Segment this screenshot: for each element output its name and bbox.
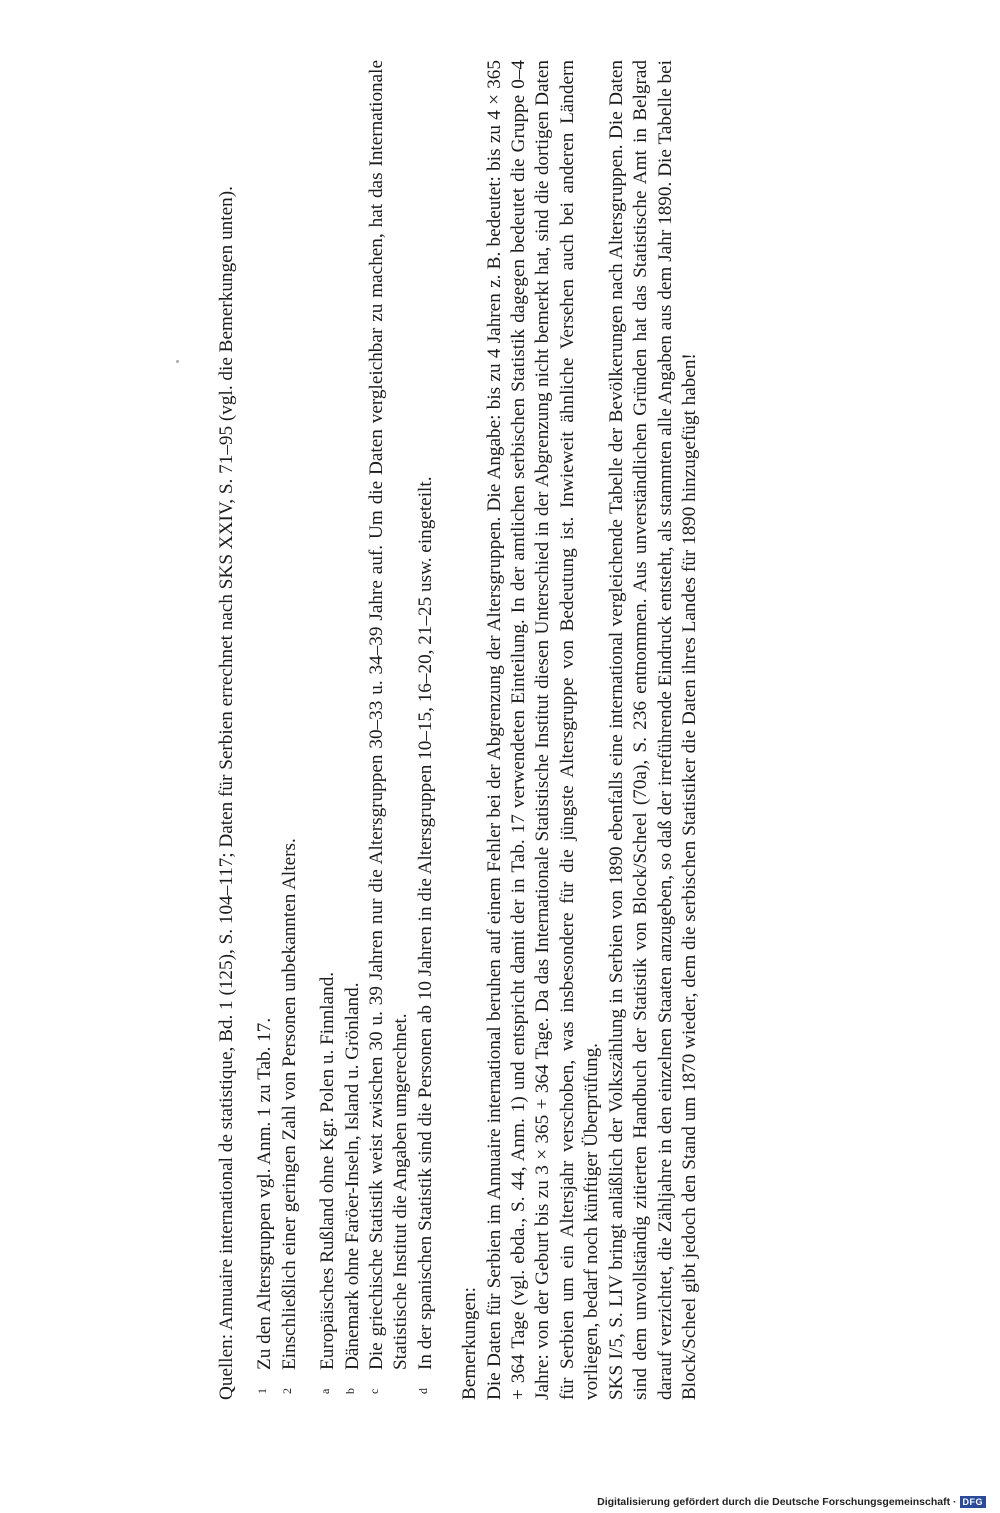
remarks-heading: Bemerkungen: bbox=[459, 1287, 481, 1400]
footnote-text: Zu den Altersgruppen vgl. Anm. 1 zu Tab. 17. bbox=[254, 1017, 276, 1370]
spacer bbox=[438, 60, 458, 1400]
footnote-b bbox=[341, 60, 365, 1400]
footnote-1 bbox=[253, 60, 277, 1400]
remarks-paragraph-2: SKS I/5, S. LIV bringt anläßlich der Volkszählung in Serbien von 1890 ebenfalls eine international vergleichende Tabelle der Bevölkerungen nach Altersgruppen. Die Daten sind dem unvollständig zitierten Handbuch der Statistik von Block/Scheel (70a), S. 236 entnommen. Aus unverständlichen Gründen hat das Statistische Amt in Belgrad darauf verzichtet, die Zähljahre in den einzelnen Staaten anzugeben, so daß der irreführende Eindruck entsteht, als stammten alle Angaben aus dem Jahr 1890. Die Tabelle bei Block/Scheel gibt jedoch den Stand um 1870 wieder, dem die serbischen Statistiker die Daten ihres Landes für 1890 hinzugefügt haben! bbox=[605, 60, 700, 1400]
footnote-text: Europäisches Rußland ohne Kgr. Polen u. Finnland. bbox=[317, 971, 339, 1370]
footnote-mark: a bbox=[318, 1388, 333, 1394]
footnote-text: In der spanischen Statistik sind die Personen ab 10 Jahren in die Altersgruppen 10–15, 16–20, 21–25 usw. eingeteilt. bbox=[414, 476, 436, 1370]
dfg-logo: DFG bbox=[960, 1496, 987, 1508]
footnote-text: Dänemark ohne Faröer-Inseln, Island u. Grönland. bbox=[341, 982, 363, 1370]
rotated-page-content bbox=[215, 60, 715, 1400]
footnote-mark: 2 bbox=[279, 1388, 294, 1394]
footnote-c bbox=[365, 60, 414, 1400]
footnote-text: Einschließlich einer geringen Zahl von Personen unbekannten Alters. bbox=[278, 838, 300, 1370]
sources-line: Quellen: Annuaire international de statistique, Bd. 1 (125), S. 104–117; Daten für Serbien errechnet nach SKS XXIV, S. 71–95 (vgl. die Bemerkungen unten). bbox=[216, 186, 237, 1400]
footnote-mark: c bbox=[367, 1388, 382, 1394]
footnote-a bbox=[316, 60, 340, 1400]
digitization-footer bbox=[597, 1496, 986, 1508]
remarks-paragraph-1: Die Daten für Serbien im Annuaire international beruhen auf einem Fehler bei der Abgrenzung der Altersgruppen. Die Angabe: bis zu 4 Jahren z. B. bedeutet: bis zu 4 × 365 + 364 Tage (vgl. ebda., S. 44, Anm. 1) und entspricht damit der in Tab. 17 verwendeten Einteilung. In der amtlichen serbischen Statistik dagegen bedeutet die Gruppe 0–4 Jahre: von der Geburt bis zu 3 × 365 + 364 Tage. Da das Internationale Statistische Institut diesen Unterschied in der Abgrenzung nicht bemerkt hat, sind die dortigen Daten für Serbien um ein Altersjahr verschoben, was insbesondere für die jüngste Altersgruppe von Bedeutung ist. Inwieweit ähnliche Versehen auch bei anderen Ländern vorliegen, bedarf noch künftiger Überprüfung. bbox=[483, 60, 603, 1400]
footnote-mark: d bbox=[415, 1388, 430, 1394]
footnote-mark: 1 bbox=[255, 1388, 270, 1394]
footnote-mark: b bbox=[342, 1388, 357, 1394]
footnote-text: Die griechische Statistik weist zwischen 30 u. 39 Jahren nur die Altersgruppen 30–33 u. 34–39 Jahre auf. Um die Daten vergleichbar zu machen, hat das Internationale Statistische Institut die Angaben umgerechnet. bbox=[366, 60, 412, 1370]
footnote-d bbox=[414, 60, 438, 1400]
spacer bbox=[302, 60, 316, 1400]
footnote-2 bbox=[278, 60, 302, 1400]
scan-speck bbox=[176, 360, 179, 363]
footer-text: Digitalisierung gefördert durch die Deutsche Forschungsgemeinschaft · bbox=[597, 1496, 957, 1508]
